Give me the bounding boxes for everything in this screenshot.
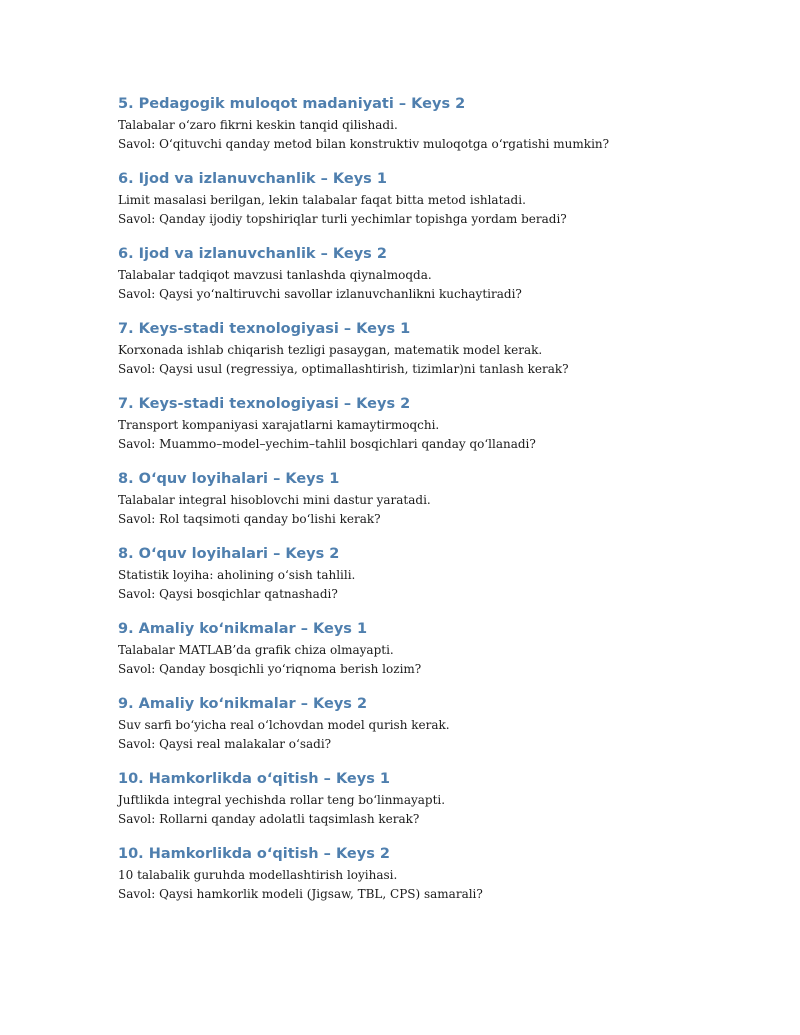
case-situation: Limit masalasi berilgan, lekin talabalar faqat bitta metod ishlatadi.	[118, 193, 526, 207]
case-question: Savol: Qaysi hamkorlik modeli (Jigsaw, TBL, CPS) samarali?	[118, 887, 483, 901]
case-question: Savol: Qaysi real malakalar o‘sadi?	[118, 737, 332, 751]
case-block	[118, 469, 758, 529]
case-situation: Talabalar tadqiqot mavzusi tanlashda qiynalmoqda.	[118, 268, 432, 282]
case-block	[118, 694, 758, 754]
case-list	[118, 94, 758, 919]
case-block	[118, 844, 758, 904]
case-question: Savol: Rol taqsimoti qanday bo‘lishi kerak?	[118, 512, 381, 526]
case-question: Savol: Rollarni qanday adolatli taqsimlash kerak?	[118, 812, 420, 826]
case-heading: 7. Keys-stadi texnologiyasi – Keys 1	[118, 321, 411, 337]
case-situation: Juftlikda integral yechishda rollar teng bo‘linmayapti.	[118, 793, 446, 807]
case-question: Savol: Qaysi bosqichlar qatnashadi?	[118, 587, 338, 601]
case-question: Savol: Qaysi usul (regressiya, optimallashtirish, tizimlar)ni tanlash kerak?	[118, 362, 569, 376]
case-heading: 8. O‘quv loyihalari – Keys 2	[118, 546, 340, 562]
case-block	[118, 394, 758, 454]
case-block	[118, 769, 758, 829]
case-heading: 10. Hamkorlikda o‘qitish – Keys 1	[118, 771, 390, 787]
case-heading: 6. Ijod va izlanuvchanlik – Keys 2	[118, 246, 387, 262]
case-heading: 9. Amaliy ko‘nikmalar – Keys 2	[118, 696, 368, 712]
case-block	[118, 169, 758, 229]
case-heading: 5. Pedagogik muloqot madaniyati – Keys 2	[118, 96, 466, 112]
case-block	[118, 244, 758, 304]
case-situation: 10 talabalik guruhda modellashtirish loyihasi.	[118, 868, 398, 882]
case-situation: Transport kompaniyasi xarajatlarni kamaytirmoqchi.	[118, 418, 440, 432]
case-question: Savol: Muammo–model–yechim–tahlil bosqichlari qanday qo‘llanadi?	[118, 437, 536, 451]
case-heading: 7. Keys-stadi texnologiyasi – Keys 2	[118, 396, 411, 412]
case-situation: Talabalar o‘zaro fikrni keskin tanqid qilishadi.	[118, 118, 398, 132]
case-heading: 9. Amaliy ko‘nikmalar – Keys 1	[118, 621, 368, 637]
case-situation: Korxonada ishlab chiqarish tezligi pasaygan, matematik model kerak.	[118, 343, 543, 357]
case-block	[118, 544, 758, 604]
case-heading: 8. O‘quv loyihalari – Keys 1	[118, 471, 340, 487]
case-block	[118, 319, 758, 379]
case-question: Savol: O‘qituvchi qanday metod bilan konstruktiv muloqotga o‘rgatishi mumkin?	[118, 137, 610, 151]
case-heading: 6. Ijod va izlanuvchanlik – Keys 1	[118, 171, 387, 187]
case-block	[118, 619, 758, 679]
case-heading: 10. Hamkorlikda o‘qitish – Keys 2	[118, 846, 390, 862]
case-question: Savol: Qanday bosqichli yo‘riqnoma berish lozim?	[118, 662, 422, 676]
case-block	[118, 94, 758, 154]
case-situation: Talabalar MATLAB’da grafik chiza olmayapti.	[118, 643, 394, 657]
case-question: Savol: Qaysi yo‘naltiruvchi savollar izlanuvchanlikni kuchaytiradi?	[118, 287, 522, 301]
case-situation: Statistik loyiha: aholining o‘sish tahlili.	[118, 568, 356, 582]
case-question: Savol: Qanday ijodiy topshiriqlar turli yechimlar topishga yordam beradi?	[118, 212, 567, 226]
case-situation: Talabalar integral hisoblovchi mini dastur yaratadi.	[118, 493, 431, 507]
case-situation: Suv sarfi bo‘yicha real o‘lchovdan model qurish kerak.	[118, 718, 450, 732]
